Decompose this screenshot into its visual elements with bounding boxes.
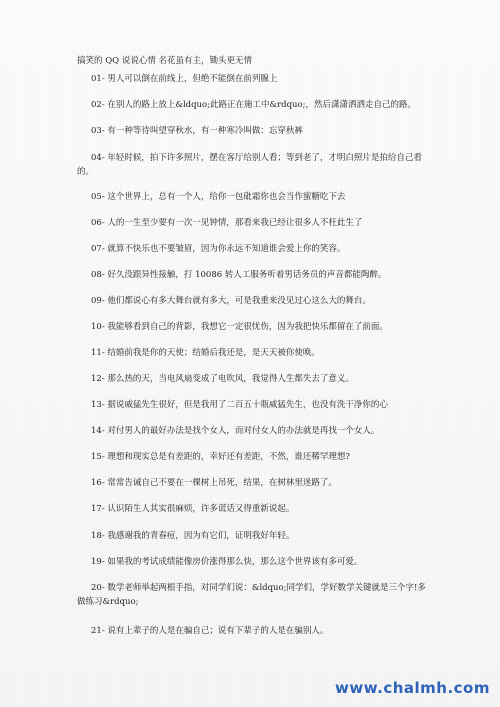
list-item: 06- 人的一生至少要有一次一见钟情，那看来我已经让很多人不枉此生了 <box>91 218 363 228</box>
list-item: 14- 对付男人的最好办法是找个女人，而对付女人的办法就是再找一个女人。 <box>91 426 380 436</box>
list-item: 20- 数学老师举起两根手指，对同学们说：&ldquo;同学们，学好数学关键就是三个字!多做练习&rdquo; <box>77 583 426 607</box>
list-item: 18- 我感谢我的青春痘，因为有它们，证明我好年轻。 <box>91 531 295 541</box>
list-item: 12- 那么热的天，当电风扇变成了电吹风，我觉得人生都失去了意义。 <box>91 374 354 384</box>
list-item: 19- 如果我的考试成绩能像房价涨得那么快，那么这个世界该有多可爱。 <box>91 557 363 567</box>
list-item: 08- 好久没跟异性接触，打 10086 转人工服务听着男话务员的声音都能陶醉。 <box>91 270 387 280</box>
list-item: 09- 他们都说心有多大舞台就有多大，可是我重来没见过心这么大的舞台。 <box>91 296 371 306</box>
list-item: 21- 说有上辈子的人是在骗自己；说有下辈子的人是在骗别人。 <box>91 626 329 636</box>
list-item: 13- 据说威猛先生很好，但是我用了二百五十瓶威猛先生，也没有洗干净你的心 <box>91 400 388 410</box>
list-item: 16- 常常告诫自己不要在一棵树上吊死，结果，在树林里迷路了。 <box>91 478 337 488</box>
list-item: 03- 有一种等待叫望穿秋水，有一种寒冷叫做：忘穿秋裤 <box>91 126 303 136</box>
list-item: 17- 认识陌生人其实很麻烦，许多谎话又得重新说起。 <box>91 504 295 514</box>
list-item: 02- 在别人的路上放上&ldquo;此路正在施工中&rdquo;，然后潇潇洒洒走自己的路。 <box>91 100 416 110</box>
site-watermark: www.chalmh.com <box>335 679 490 697</box>
list-item: 07- 就算不快乐也不要皱眉，因为你永远不知道谁会爱上你的笑容。 <box>91 244 346 254</box>
document-title: 搞笑的 QQ 说说心情 名花虽有主，锄头更无情 <box>77 56 253 66</box>
list-item: 10- 我能够看到自己的背影，我想它一定很忧伤，因为我把快乐都留在了前面。 <box>91 322 388 332</box>
list-item: 15- 理想和现实总是有差距的，幸好还有差距，不然，谁还稀罕理想? <box>91 452 350 462</box>
list-item: 04- 年轻时候，拍下许多照片，摆在客厅给别人看；等到老了，才明白照片是拍给自己看的。 <box>77 153 422 177</box>
list-item: 05- 这个世界上，总有一个人，给你一包砒霜你也会当作蜜糖吃下去 <box>91 192 346 202</box>
list-item: 11- 结婚前我是你的天使；结婚后我还是，是天天被你使唤。 <box>91 348 320 358</box>
list-item: 01- 男人可以倒在前线上，但绝不能倒在前列腺上 <box>91 74 278 84</box>
